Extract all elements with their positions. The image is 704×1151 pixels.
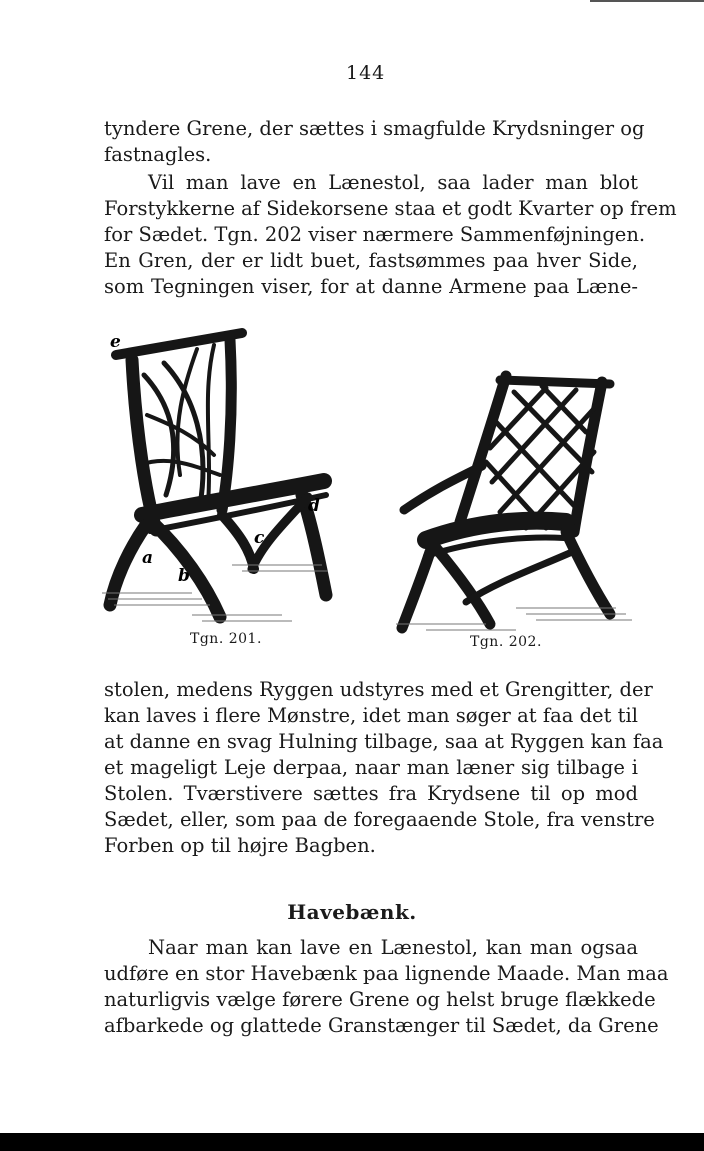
text-line: fastnagles. (104, 143, 212, 166)
text-line: Forstykkerne af Sidekorsene staa et godt Kvarter op frem (104, 197, 677, 220)
label-c: c (254, 528, 265, 548)
paragraph-laenestol (104, 170, 677, 300)
page-number: 144 (346, 62, 386, 84)
text-line: afbarkede og glattede Granstænger til Sædet, da Grene (104, 1014, 659, 1037)
caption-fig-201: Tgn. 201. (190, 631, 262, 647)
label-e: e (110, 332, 121, 352)
text-line: stolen, medens Ryggen udstyres med et Grengitter, der (104, 678, 653, 701)
text-line: Sædet, eller, som paa de foregaaende Stole, fra venstre (104, 808, 655, 831)
figure-202-rustic-armchair (396, 362, 642, 640)
text-line: naturligvis vælge førere Grene og helst bruge flækkede (104, 988, 656, 1011)
caption-fig-202: Tgn. 202. (470, 634, 542, 650)
paragraph-stolen (104, 677, 664, 859)
page-bottom-bar (0, 1133, 704, 1151)
text-line: En Gren, der er lidt buet, fastsømmes paa hver Side, (104, 249, 638, 272)
text-line: et mageligt Leje derpaa, naar man læner sig tilbage i (104, 756, 638, 779)
text-line: Vil man lave en Lænestol, saa lader man blot (148, 171, 638, 194)
text-line: som Tegningen viser, for at danne Armene paa Læne- (104, 275, 638, 298)
paragraph-havebaenk (104, 935, 669, 1039)
text-line: Forben op til højre Bagben. (104, 834, 376, 857)
text-line: Naar man kan lave en Lænestol, kan man ogsaa (148, 936, 638, 959)
section-heading: Havebænk. (287, 900, 417, 924)
text-line: udføre en stor Havebænk paa lignende Maade. Man maa (104, 962, 669, 985)
top-edge-rule (590, 0, 704, 2)
paragraph-top (104, 116, 645, 168)
label-b: b (178, 566, 190, 586)
text-line: kan laves i flere Mønstre, idet man søger at faa det til (104, 704, 638, 727)
label-d: d (308, 496, 320, 516)
figure-201-rustic-chair (102, 325, 342, 630)
text-line: tyndere Grene, der sættes i smagfulde Krydsninger og (104, 117, 645, 140)
text-line: at danne en svag Hulning tilbage, saa at Ryggen kan faa (104, 730, 664, 753)
label-a: a (142, 548, 154, 568)
text-line: Stolen. Tværstivere sættes fra Krydsene til op mod (104, 782, 638, 805)
text-line: for Sædet. Tgn. 202 viser nærmere Sammenføjningen. (104, 223, 646, 246)
